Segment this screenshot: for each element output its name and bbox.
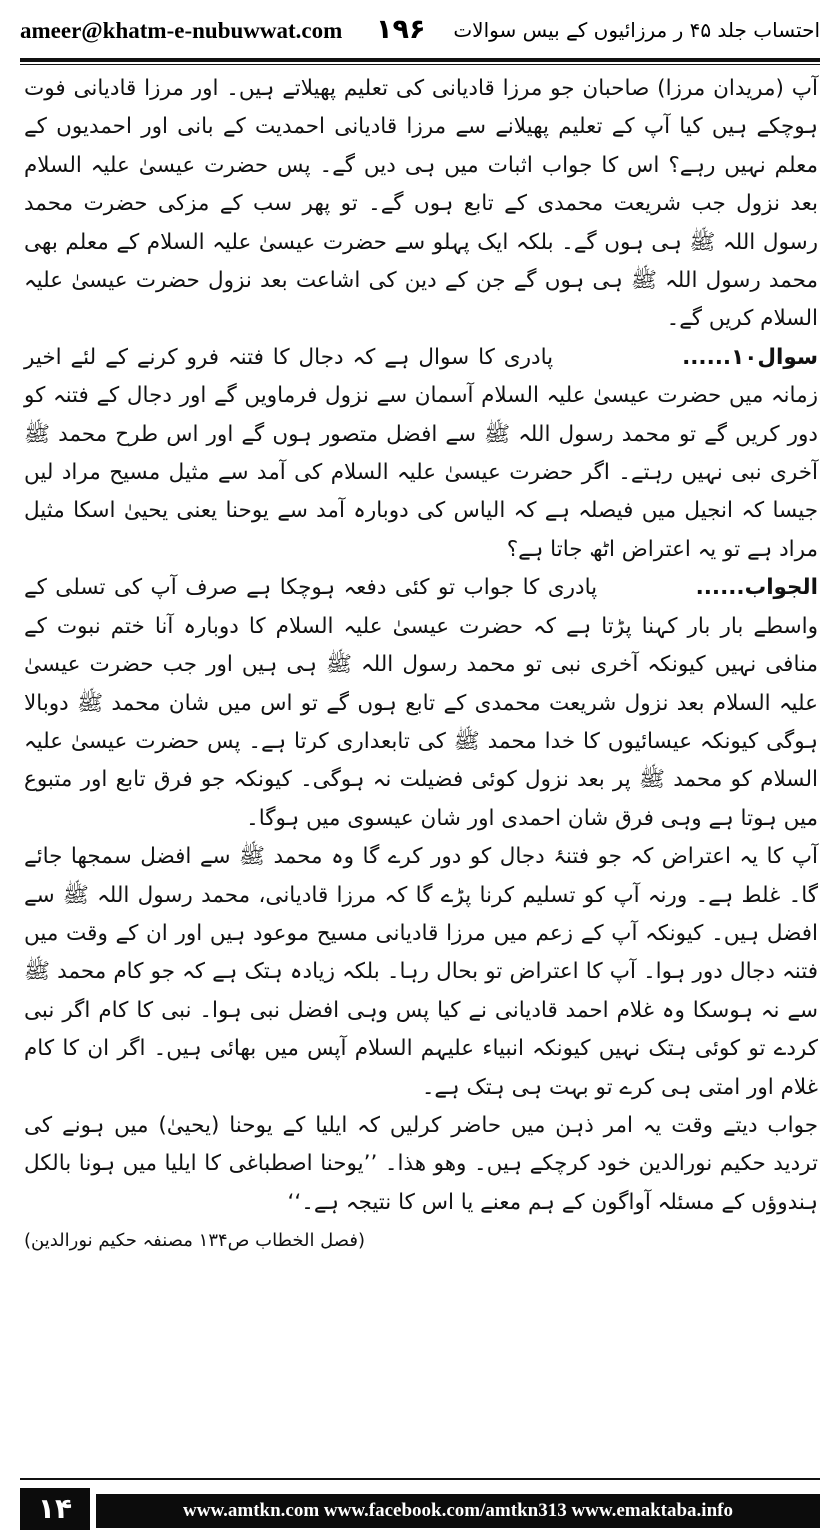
- header-rule-thin: [20, 64, 820, 65]
- paragraph-3: آپ کا یہ اعتراض کہ جو فتنۂ دجال کو دور کرے گا وہ محمد ﷺ سے افضل سمجھا جائے گا۔ غلط ہے۔ ورنہ آپ کو تسلیم کرنا پڑے گا کہ مرزا قادیانی، محمد رسول اللہ ﷺ سے افضل ہیں۔ کیونکہ آپ کے زعم میں مرزا قادیانی مسیح موعود ہیں اور ان کے وقت میں فتنہ دجال دور ہوا۔ آپ کا اعتراض تو بحال رہا۔ بلکہ زیادہ ہتک ہے کہ جو کام محمد ﷺ سے نہ ہوسکا وہ غلام احمد قادیانی نے کیا پس وہی افضل نبی ہوا۔ نبی کا کام اگر نبی کردے تو کوئی ہتک نہیں کیونکہ انبیاء علیہم السلام آپس میں بھائی ہیں۔ اگر ان کا کام غلام اور امتی ہی کرے تو بہت ہی ہتک ہے۔: [24, 844, 818, 1100]
- paragraph-4: جواب دیتے وقت یہ امر ذہن میں حاضر کرلیں کہ ایلیا کے یوحنا (یحییٰ) میں ہونے کی تردید حکیم نورالدین خود کرچکے ہیں۔ وھو ھذا۔ ’’یوحنا اصطباغی کا ایلیا میں ہونا بالکل ہندوؤں کے مسئلہ آواگون کے ہم معنے یا اس کا نتیجہ ہے۔‘‘: [24, 1112, 818, 1215]
- citation-line: [24, 1222, 818, 1260]
- citation: (فصل الخطاب ص۱۳۴ مصنفہ حکیم نورالدین): [24, 1230, 366, 1252]
- answer-paragraph: [24, 569, 818, 838]
- header-rule: [20, 58, 820, 62]
- footer-rule: [20, 1478, 820, 1480]
- answer-label: الجواب......: [695, 575, 818, 601]
- footer-page-number: ۱۴: [20, 1488, 90, 1530]
- header-title: احتساب جلد ۴۵ ر مرزائیوں کے بیس سوالات: [453, 18, 820, 42]
- page-header: [20, 14, 820, 54]
- question-paragraph: [24, 339, 818, 569]
- paragraph-1: آپ (مریدان مرزا) صاحبان جو مرزا قادیانی کی تعلیم پھیلاتے ہیں۔ اور مرزا قادیانی فوت ہوچکے ہیں کیا آپ کے تعلیم پھیلانے سے مرزا قادیانی احمدیت کے بانی اور احمدیوں کے معلم نہیں رہے؟ اس کا جواب اثبات میں ہی دیں گے۔ پس حضرت عیسیٰ علیہ السلام بعد نزول جب شریعت محمدی کے تابع ہوں گے۔ تو پھر سب کے مزکی حضرت محمد رسول اللہ ﷺ ہی ہوں گے۔ بلکہ ایک پہلو سے حضرت عیسیٰ علیہ السلام کے معلم بھی محمد رسول اللہ ﷺ ہی ہوں گے جن کے دین کی اشاعت بعد نزول حضرت عیسیٰ علیہ السلام کریں گے۔: [24, 76, 818, 332]
- header-email: ameer@khatm-e-nubuwwat.com: [20, 18, 343, 43]
- footer-links[interactable]: www.amtkn.com www.facebook.com/amtkn313 www.emaktaba.info: [96, 1494, 820, 1528]
- header-page-number: ۱۹۶: [376, 14, 426, 45]
- page-body: [24, 70, 818, 1430]
- question-text: پادری کا سوال ہے کہ دجال کا فتنہ فرو کرنے کے لئے اخیر زمانہ میں حضرت عیسیٰ علیہ السلام آسمان سے نزول فرماویں گے اور دجال کے فتنہ کو دور کریں گے تو محمد رسول اللہ ﷺ سے افضل متصور ہوں گے اور اس طرح محمد ﷺ آخری نبی نہیں رہتے۔ اگر حضرت عیسیٰ علیہ السلام کی آمد سے مثیل مسیح مراد لیں جیسا کہ انجیل میں فیصلہ ہے کہ الیاس کی دوبارہ آمد سے یوحنا یعنی یحییٰ اسکا مثیل مراد ہے تو یہ اعتراض اٹھ جاتا ہے؟: [24, 344, 818, 562]
- answer-text: پادری کا جواب تو کئی دفعہ ہوچکا ہے صرف آپ کی تسلی کے واسطے بار بار کہنا پڑتا ہے کہ حضرت عیسیٰ علیہ السلام کا دوبارہ آنا ختم نبوت کے منافی نہیں کیونکہ آخری نبی تو محمد رسول اللہ ﷺ ہی ہیں اور جب حضرت عیسیٰ علیہ السلام بعد نزول شریعت محمدی کے تابع ہوں گے تو اس میں شان محمد ﷺ دوبالا ہوگی کیونکہ عیسائیوں کا خدا محمد ﷺ کی تابعداری کرتا ہے۔ پس حضرت عیسیٰ علیہ السلام کو محمد ﷺ پر بعد نزول کوئی فضیلت نہ ہوگی۔ کیونکہ جو فرق تابع اور متبوع میں ہوتا ہے وہی فرق شان احمدی اور شان عیسوی میں ہوگا۔: [24, 575, 818, 831]
- question-label: سوال۱۰......: [682, 344, 818, 370]
